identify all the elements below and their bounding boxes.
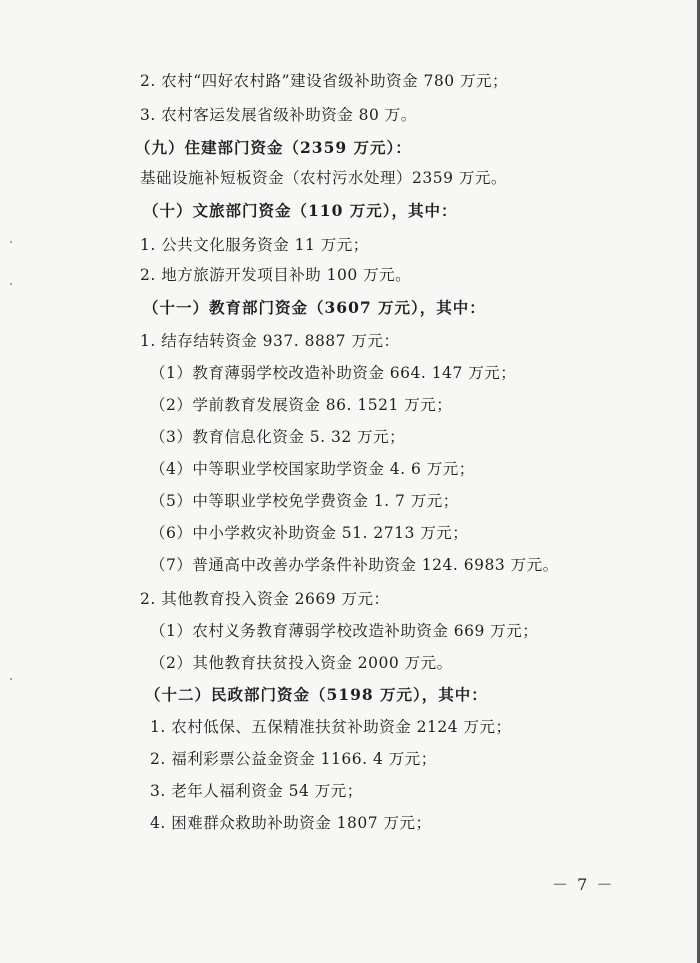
item-welfare-lottery-fund: 2. 福利彩票公益金资金 1166. 4 万元； (150, 750, 437, 768)
subitem-school-disaster-relief: （6）中小学救灾补助资金 51. 2713 万元； (150, 524, 469, 542)
item-tourism-project-subsidy: 2. 地方旅游开发项目补助 100 万元。 (140, 266, 412, 284)
subitem-rural-compulsory-education: （1）农村义务教育薄弱学校改造补助资金 669 万元； (150, 622, 539, 640)
scan-speck (10, 678, 12, 680)
item-elderly-welfare-fund: 3. 老年人福利资金 54 万元； (150, 782, 363, 800)
scan-speck (10, 241, 12, 243)
subitem-vocational-tuition-waiver: （5）中等职业学校免学费资金 1. 7 万元； (150, 492, 459, 510)
subitem-vocational-grant: （4）中等职业学校国家助学资金 4. 6 万元； (150, 460, 475, 478)
item-needy-people-relief: 4. 困难群众救助补助资金 1807 万元； (150, 814, 432, 832)
subitem-education-informatization: （3）教育信息化资金 5. 32 万元； (150, 428, 406, 446)
item-carryover-fund: 1. 结存结转资金 937. 8887 万元： (140, 332, 400, 350)
section-heading-civil-affairs-dept: （十二）民政部门资金（5198 万元），其中： (145, 685, 488, 704)
item-rural-transport-subsidy: 3. 农村客运发展省级补助资金 80 万。 (140, 106, 417, 124)
subitem-preschool-development: （2）学前教育发展资金 86. 1521 万元； (150, 396, 453, 414)
page-number: － 7 － (552, 875, 615, 894)
subitem-education-poverty-alleviation: （2）其他教育扶贫投入资金 2000 万元。 (150, 654, 453, 672)
item-infrastructure-fund: 基础设施补短板资金（农村污水处理）2359 万元。 (140, 169, 507, 187)
item-rural-subsistence-allowance: 1. 农村低保、五保精准扶贫补助资金 2124 万元； (150, 718, 512, 736)
subitem-high-school-improvement: （7）普通高中改善办学条件补助资金 124. 6983 万元。 (150, 556, 559, 574)
subitem-weak-school-renovation: （1）教育薄弱学校改造补助资金 664. 147 万元； (150, 364, 517, 382)
scan-speck (10, 283, 12, 285)
item-rural-road-subsidy: 2. 农村“四好农村路”建设省级补助资金 780 万元； (140, 72, 509, 90)
section-heading-culture-tourism-dept: （十）文旅部门资金（110 万元），其中： (143, 201, 458, 220)
item-other-education-investment: 2. 其他教育投入资金 2669 万元： (140, 590, 390, 608)
section-heading-housing-dept: （九）住建部门资金（2359 万元）： (135, 138, 412, 157)
section-heading-education-dept: （十一）教育部门资金（3607 万元），其中： (143, 298, 486, 317)
item-public-culture-fund: 1. 公共文化服务资金 11 万元； (140, 236, 369, 254)
